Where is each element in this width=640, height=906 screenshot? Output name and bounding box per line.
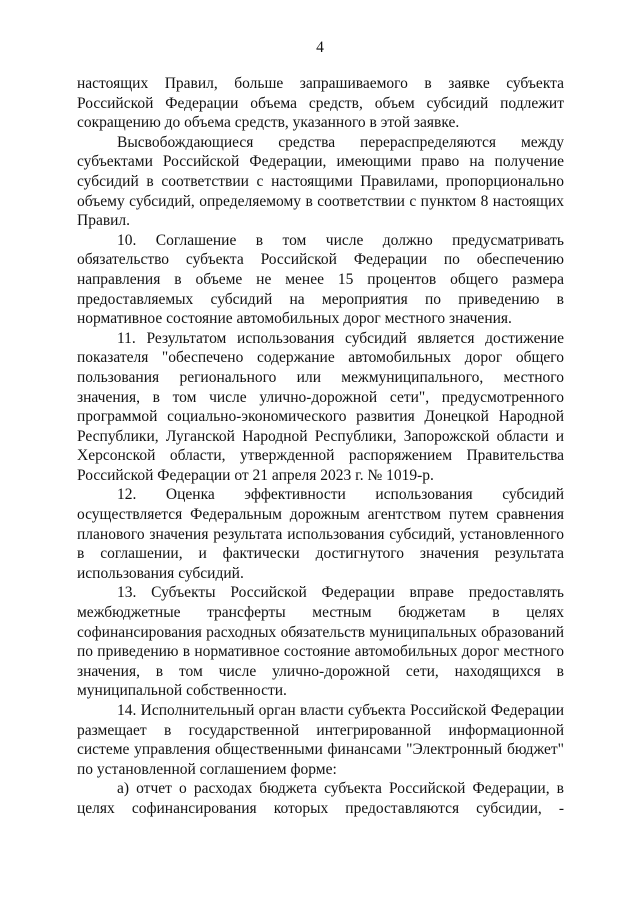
paragraph-item-10: 10. Соглашение в том числе должно предусматривать обязательство субъекта Российской Федерации по обеспечению направления в объеме не менее 15 процентов общего размера предоставляемых субсидий на мероприятия по приведению в нормативное состояние автомобильных дорог местного значения. — [77, 231, 564, 328]
paragraph-item-14: 14. Исполнительный орган власти субъекта Российской Федерации размещает в государственной интегрированной информационной системе управления общественными финансами "Электронный бюджет" по установленной соглашением форме: — [77, 702, 564, 778]
paragraph-subitem-a: а) отчет о расходах бюджета субъекта Российской Федерации, в целях софинансирования которых предоставляются субсидии, - — [77, 780, 564, 817]
page-number: 4 — [316, 39, 324, 56]
paragraph-continuation: настоящих Правил, больше запрашиваемого в заявке субъекта Российской Федерации объема средств, объем субсидий подлежит сокращению до объема средств, указанного в этой заявке. — [77, 75, 564, 132]
paragraph-item-11: 11. Результатом использования субсидий является достижение показателя "обеспечено содержание автомобильных дорог общего пользования регионального или межмуниципального, местного значения, в том числе улично-дорожной сети", предусмотренного программой социально-экономического развития Донецкой Народной Республики, Луганской Народной Республики, Запорожской области и Херсонской области, утвержденной распоряжением Правительства Российской Федерации от 21 апреля 2023 г. № 1019-р. — [77, 329, 564, 484]
paragraph-redistribution: Высвобождающиеся средства перераспределяются между субъектами Российской Федерации, имеющими право на получение субсидий в соответствии с настоящими Правилами, пропорционально объему субсидий, определяемому в соответствии с пунктом 8 настоящих Правил. — [77, 133, 564, 230]
document-body — [77, 74, 564, 819]
paragraph-item-12: 12. Оценка эффективности использования субсидий осуществляется Федеральным дорожным агентством путем сравнения планового значения результата использования субсидий, установленного в соглашении, и фактически достигнутого значения результата использования субсидий. — [77, 486, 564, 582]
paragraph-item-13: 13. Субъекты Российской Федерации вправе предоставлять межбюджетные трансферты местным бюджетам в целях софинансирования расходных обязательств муниципальных образований по приведению в нормативное состояние автомобильных дорог местного значения, в том числе улично-дорожной сети, находящихся в муниципальной собственности. — [77, 584, 564, 700]
